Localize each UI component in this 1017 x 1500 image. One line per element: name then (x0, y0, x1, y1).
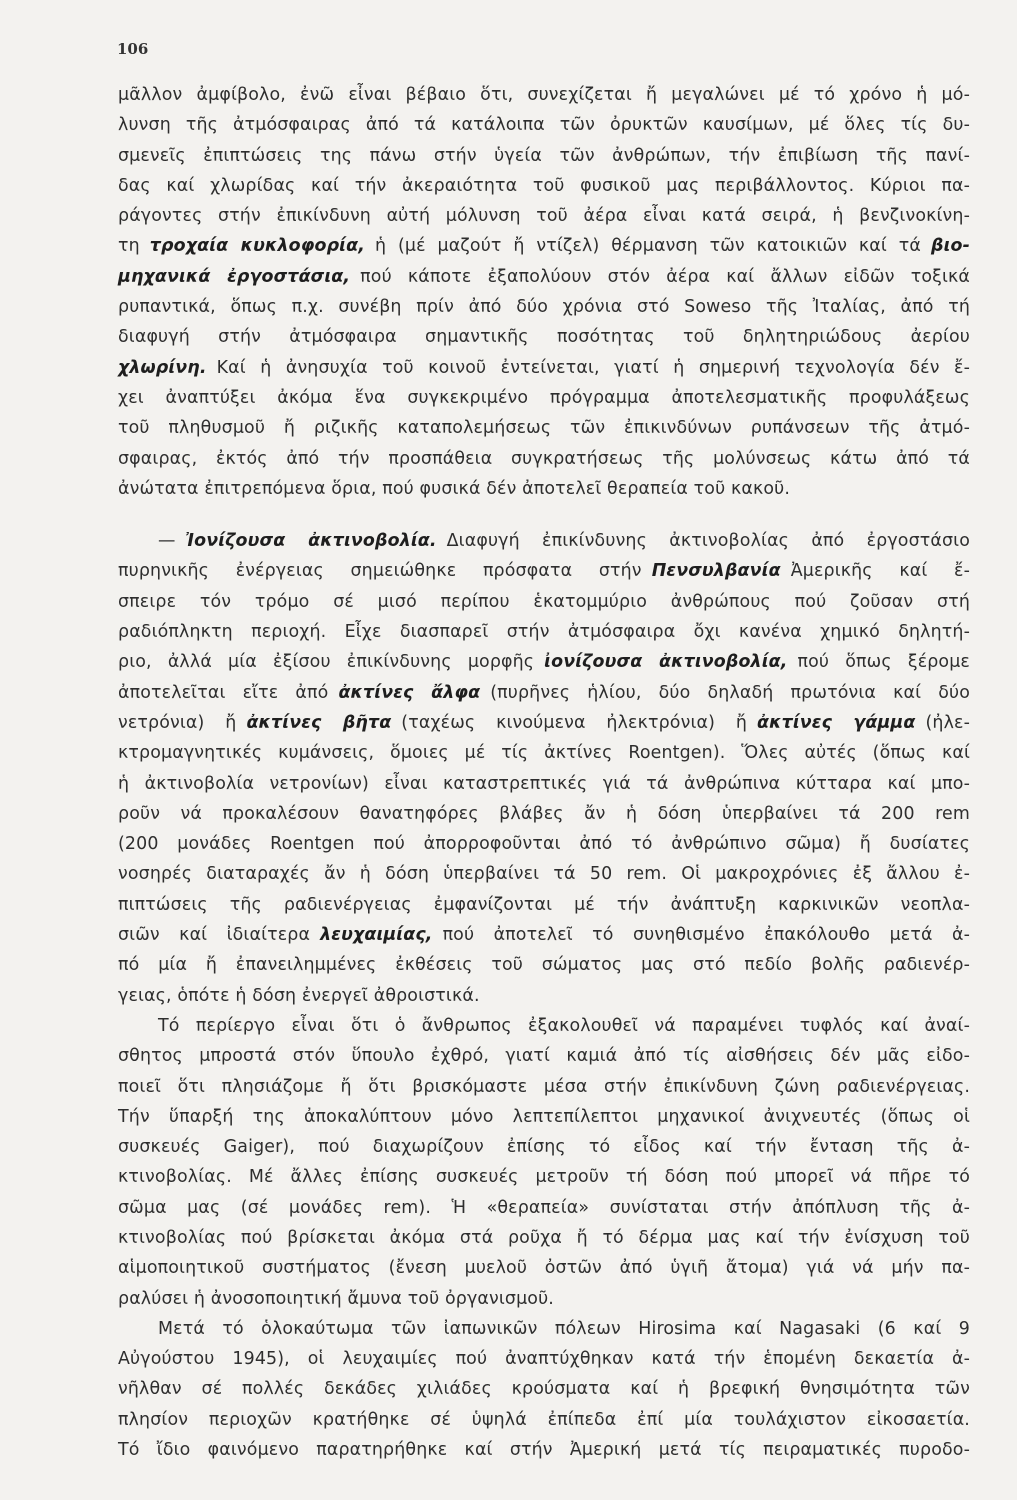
paragraph-4 (118, 1314, 970, 1465)
emphasis-term: τροχαία κυκλοφορία, (149, 236, 365, 257)
text-line (118, 708, 970, 738)
text-line (118, 678, 970, 708)
text-line: Τό περίεργο εἶναι ὅτι ὁ ἄνθρωπος ἐξακολουθεῖ νά παραμένει τυφλός καί ἀναί- (158, 1015, 970, 1036)
page-number: 106 (117, 40, 149, 58)
text-line (118, 647, 970, 677)
text-line: γειας, ὁπότε ἡ δόση ἐνεργεῖ ἀθροιστικά. (118, 985, 480, 1006)
paragraph-1 (118, 80, 970, 504)
text-line (118, 353, 970, 383)
text-line: δας καί χλωρίδας καί τήν ἀκεραιότητα τοῦ φυσικοῦ μας περιβάλλοντος. Κύριοι πα- (118, 175, 970, 196)
text-run: (ταχέως κινούμενα ἠλεκτρόνια) ἤ (401, 712, 747, 733)
text-line: Τό ἴδιο φαινόμενο παρατηρήθηκε καί στήν Ἀμερική μετά τίς πειραματικές πυροδο- (118, 1440, 970, 1461)
text-line: πό μία ἤ ἐπανειλημμένες ἐκθέσεις τοῦ σώματος μας στό πεδίο βολῆς ραδιενέρ- (118, 955, 970, 976)
emphasis-term: ἀκτίνες ἄλφα (338, 682, 481, 703)
text-line (118, 262, 970, 292)
text-run: πυρηνικῆς ἐνέργειας σημειώθηκε πρόσφατα στήν (118, 561, 642, 582)
emphasis-term: ἀκτίνες βῆτα (246, 712, 392, 733)
text-line: λυνση τῆς ἀτμόσφαιρας ἀπό τά κατάλοιπα τῶν ὀρυκτῶν καυσίμων, μέ ὅλες τίς δυ- (118, 115, 970, 136)
text-line: πλησίον περιοχῶν κρατήθηκε σέ ὑψηλά ἐπίπεδα ἐπί μία τουλάχιστον εἰκοσαετία. (118, 1409, 970, 1430)
paragraph-3 (118, 1011, 970, 1314)
text-line: κτρομαγνητικές κυμάνσεις, ὅμοιες μέ τίς ἀκτίνες Roentgen). Ὅλες αὐτές (ὅπως καί (118, 743, 970, 764)
text-line: μᾶλλον ἀμφίβολο, ἐνῶ εἶναι βέβαιο ὅτι, συνεχίζεται ἤ μεγαλώνει μέ τό χρόνο ἡ μό- (118, 85, 970, 105)
text-line: Μετά τό ὁλοκαύτωμα τῶν ἰαπωνικῶν πόλεων Hirosima καί Nagasaki (6 καί 9 (158, 1318, 970, 1339)
text-line: Αὐγούστου 1945), οἱ λευχαιμίες πού ἀναπτύχθηκαν κατά τήν ἑπομένη δεκαετία ἀ- (118, 1349, 970, 1370)
text-line (118, 920, 970, 950)
emphasis-term: μηχανικά ἐργοστάσια, (118, 266, 351, 287)
body-text (118, 80, 970, 1465)
text-line: (200 μονάδες Roentgen πού ἀπορροφοῦνται ἀπό τό ἀνθρώπινο σῶμα) ἤ δυσίατες (118, 834, 970, 855)
text-line: σμενεῖς ἐπιπτώσεις της πάνω στήν ὑγεία τῶν ἀνθρώπων, τήν ἐπιβίωση τῆς πανί- (118, 145, 970, 166)
text-run: ριο, ἀλλά μία ἐξίσου ἐπικίνδυνης μορφῆς (118, 652, 535, 673)
text-line: ἀνώτατα ἐπιτρεπόμενα ὅρια, πού φυσικά δέν ἀποτελεῖ θεραπεία τοῦ κακοῦ. (118, 478, 791, 499)
text-line: συσκευές Gaiger), πού διαχωρίζουν ἐπίσης τό εἶδος καί τήν ἔνταση τῆς ἀ- (118, 1137, 970, 1158)
text-line: νῆλθαν σέ πολλές δεκάδες χιλιάδες κρούσματα καί ἡ βρεφική θνησιμότητα τῶν (118, 1379, 970, 1400)
text-run: (ἠλε- (925, 712, 970, 733)
emphasis-term: ἰονίζουσα ἀκτινοβολία, (544, 652, 788, 673)
text-run: ἡ (μέ μαζούτ ἤ ντίζελ) θέρμανση τῶν κατοικιῶν καί τά (374, 236, 921, 257)
text-line: νοσηρές διαταραχές ἄν ἡ δόση ὑπερβαίνει τά 50 rem. Οἱ μακροχρόνιες ἐξ ἄλλου ἐ- (118, 864, 970, 885)
text-line: ραλύσει ἡ ἀνοσοποιητική ἄμυνα τοῦ ὀργανισμοῦ. (118, 1288, 554, 1309)
text-line: πιπτώσεις τῆς ραδιενέργειας ἐμφανίζονται μέ τήν ἀνάπτυξη καρκινικῶν νεοπλα- (118, 894, 970, 915)
text-run: πού ἀποτελεῖ τό συνηθισμένο ἐπακόλουθο μετά ἀ- (442, 925, 970, 946)
text-run: τη (118, 236, 140, 257)
text-line: ροῦν νά προκαλέσουν θανατηφόρες βλάβες ἄν ἡ δόση ὑπερβαίνει τά 200 rem (118, 803, 970, 824)
text-run: νετρόνια) ἤ (118, 712, 237, 733)
text-line: ραδιόπληκτη περιοχή. Εἶχε διασπαρεῖ στήν ἀτμόσφαιρα ὄχι κανένα χημικό δηλητή- (118, 622, 970, 643)
emphasis-term: λευχαιμίας, (320, 925, 433, 946)
emphasis-term: βιο- (931, 236, 970, 257)
text-run: Διαφυγή ἐπικίνδυνης ἀκτινοβολίας ἀπό ἐργοστάσιο (446, 531, 970, 552)
text-line (118, 526, 970, 556)
paragraph-2 (118, 526, 970, 1011)
text-line: χει ἀναπτύξει ἀκόμα ἕνα συγκεκριμένο πρόγραμμα ἀποτελεσματικῆς προφυλάξεως (118, 387, 970, 408)
text-line: ρυπαντικά, ὅπως π.χ. συνέβη πρίν ἀπό δύο χρόνια στό Soweso τῆς Ἰταλίας, ἀπό τή (118, 297, 970, 318)
text-run: Ἀμερικῆς καί ἔ- (790, 561, 971, 582)
text-line (118, 231, 970, 261)
text-line: κτινοβολίας πού βρίσκεται ἀκόμα στά ροῦχα ἤ τό δέρμα μας καί τήν ἐνίσχυση τοῦ (118, 1227, 970, 1248)
text-line: κτινοβολίας. Μέ ἄλλες ἐπίσης συσκευές μετροῦν τή δόση πού μπορεῖ νά πῆρε τό (118, 1167, 970, 1188)
text-line: σφαιρας, ἐκτός ἀπό τήν προσπάθεια συγκρατήσεως τῆς μολύνσεως κάτω ἀπό τά (118, 448, 970, 469)
text-line: ποιεῖ ὅτι πλησιάζομε ἤ ὅτι βρισκόμαστε μέσα στήν ἐπικίνδυνη ζώνη ραδιενέργειας. (118, 1076, 970, 1097)
text-run: (πυρῆνες ἡλίου, δύο δηλαδή πρωτόνια καί δύο (490, 682, 970, 703)
em-dash: — (158, 531, 176, 552)
text-line: αἱμοποιητικοῦ συστήματος (ἔνεση μυελοῦ ὀστῶν ἀπό ὑγιῆ ἄτομα) γιά νά μήν πα- (118, 1258, 970, 1279)
text-line: τοῦ πληθυσμοῦ ἤ ριζικῆς καταπολεμήσεως τῶν ἐπικινδύνων ρυπάνσεων τῆς ἀτμό- (118, 418, 970, 439)
text-line: σῶμα μας (σέ μονάδες rem). Ἡ «θεραπεία» συνίσταται στήν ἀπόπλυση τῆς ἀ- (118, 1197, 970, 1218)
text-run: Καί ἡ ἀνησυχία τοῦ κοινοῦ ἐντείνεται, γιατί ἡ σημερινή τεχνολογία δέν ἔ- (216, 357, 970, 378)
emphasis-term: χλωρίνη. (118, 357, 207, 378)
text-run: πού κάποτε ἐξαπολύουν στόν ἀέρα καί ἄλλων εἰδῶν τοξικά (360, 266, 970, 287)
emphasis-term: Πενσυλβανία (651, 561, 781, 582)
text-line: ράγοντες στήν ἐπικίνδυνη αὐτή μόλυνση τοῦ ἀέρα εἶναι κατά σειρά, ἡ βενζινοκίνη- (118, 206, 970, 227)
text-run: πού ὅπως ξέρομε (797, 652, 970, 673)
text-line: διαφυγή στήν ἀτμόσφαιρα σημαντικῆς ποσότητας τοῦ δηλητηριώδους ἀερίου (118, 327, 970, 348)
emphasis-term: ἀκτίνες γάμμα (757, 712, 916, 733)
text-line: ἡ ἀκτινοβολία νετρονίων) εἶναι καταστρεπτικές γιά τά ἀνθρώπινα κύτταρα καί μπο- (118, 773, 970, 794)
text-line (118, 556, 970, 586)
text-line: σθητος μπροστά στόν ὕπουλο ἐχθρό, γιατί καμιά ἀπό τίς αἰσθήσεις δέν μᾶς εἰδο- (118, 1046, 970, 1067)
text-run: ἀποτελεῖται εἴτε ἀπό (118, 682, 329, 703)
section-heading: Ἰονίζουσα ἀκτινοβολία. (185, 531, 437, 552)
text-line: σπειρε τόν τρόμο σέ μισό περίπου ἑκατομμύριο ἀνθρώπους πού ζοῦσαν στή (118, 591, 970, 612)
text-line: Τήν ὕπαρξή της ἀποκαλύπτουν μόνο λεπτεπίλεπτοι μηχανικοί ἀνιχνευτές (ὅπως οἱ (118, 1106, 970, 1127)
text-run: σιῶν καί ἰδιαίτερα (118, 925, 311, 946)
